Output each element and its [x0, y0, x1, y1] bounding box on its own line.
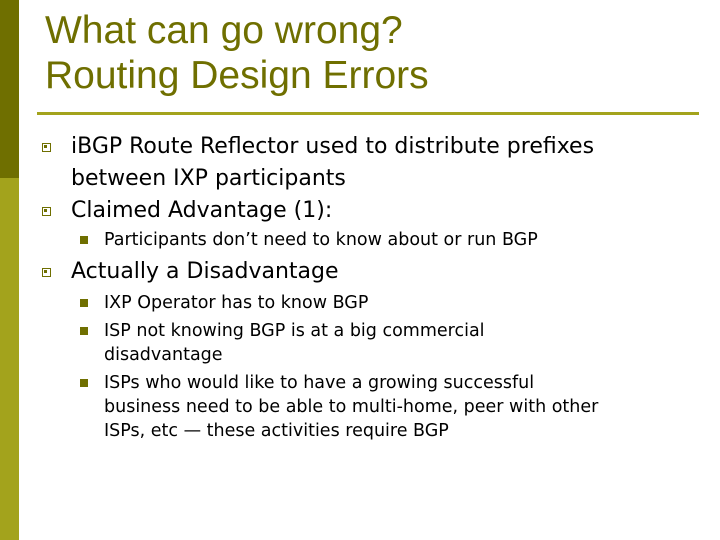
bullet-line: Actually a Disadvantage — [71, 259, 339, 284]
sub-bullet-text — [104, 319, 485, 367]
bullet-text — [71, 131, 594, 195]
bullet-line: ISPs who would like to have a growing successful — [104, 373, 535, 393]
square-filled-bullet-icon — [80, 327, 88, 335]
bullet-line: ISP not knowing BGP is at a big commercial — [104, 321, 485, 341]
square-outline-bullet-icon — [42, 143, 51, 152]
bullet-line: ISPs, etc — these activities require BGP — [104, 421, 449, 441]
bullet-line: Claimed Advantage (1): — [71, 198, 333, 223]
bullet-line: business need to be able to multi-home, peer with other — [104, 397, 599, 417]
sub-bullet-text — [104, 228, 538, 252]
square-filled-bullet-icon — [80, 236, 88, 244]
square-outline-bullet-icon — [42, 207, 51, 216]
slide-title-line: What can go wrong? — [45, 9, 403, 52]
bullet-line: Participants don’t need to know about or run BGP — [104, 230, 538, 250]
slide-title-line: Routing Design Errors — [45, 54, 429, 97]
bullet-line: between IXP participants — [71, 166, 346, 191]
sub-bullet-text — [104, 291, 368, 315]
square-outline-bullet-icon — [42, 268, 51, 277]
bullet-text — [71, 256, 339, 288]
bullet-line: IXP Operator has to know BGP — [104, 293, 369, 313]
bullet-line: disadvantage — [104, 345, 223, 365]
bullet-line: iBGP Route Reflector used to distribute prefixes — [71, 134, 595, 159]
sub-bullet-text — [104, 371, 598, 443]
square-filled-bullet-icon — [80, 379, 88, 387]
square-filled-bullet-icon — [80, 299, 88, 307]
bullet-text — [71, 195, 332, 227]
